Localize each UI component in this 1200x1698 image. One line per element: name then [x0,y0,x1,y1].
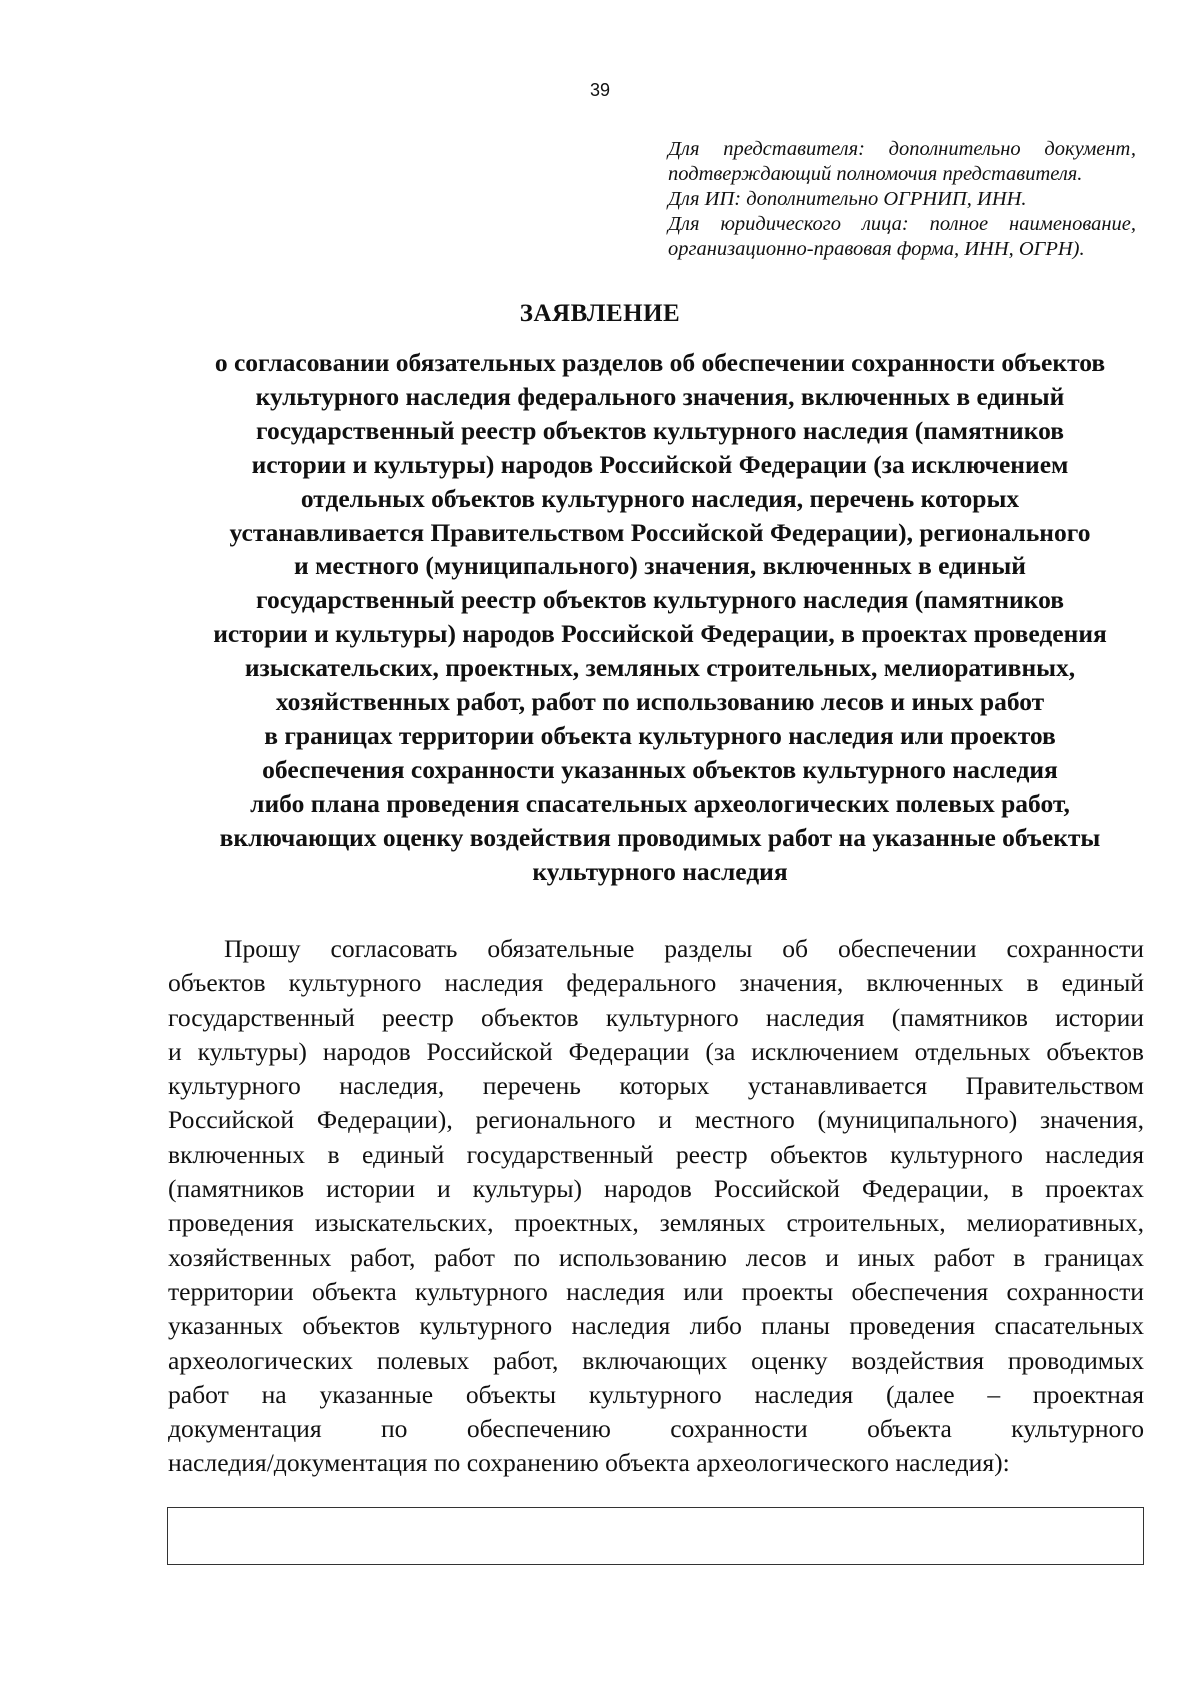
body-line: работ на указанные объекты культурного наследия (далее – проектная [168,1379,1144,1409]
note-line: Для представителя: дополнительно документ, [668,138,1136,160]
body-line: хозяйственных работ, работ по использованию лесов и иных работ в границах [168,1242,1144,1272]
note-line: Для юридического лица: полное наименование, [668,213,1136,235]
note-line: подтверждающий полномочия представителя. [668,163,1083,185]
representative-note [668,137,1136,262]
body-line: государственный реестр объектов культурного наследия (памятников истории [168,1002,1144,1032]
note-line: Для ИП: дополнительно ОГРНИП, ИНН. [668,188,1027,210]
body-line: документация по обеспечению сохранности объекта культурного [168,1414,1144,1444]
subtitle-line: обеспечения сохранности указанных объектов культурного наследия [262,754,1058,784]
document-title: ЗАЯВЛЕНИЕ [519,300,681,327]
subtitle-line: хозяйственных работ, работ по использованию лесов и иных работ [275,687,1045,717]
subtitle-line: истории и культуры) народов Российской Федерации, в проектах проведения [213,619,1107,649]
body-line: объектов культурного наследия федерального значения, включенных в единый [168,968,1144,998]
body-line: указанных объектов культурного наследия либо планы проведения спасательных [168,1311,1144,1341]
body-line: включенных в единый государственный реестр объектов культурного наследия [168,1139,1144,1169]
subtitle-line: о согласовании обязательных разделов об обеспечении сохранности объектов [214,348,1106,377]
subtitle-line: культурного наследия федерального значения, включенных в единый [255,381,1065,411]
subtitle-line: либо плана проведения спасательных археологических полевых работ, [250,788,1070,818]
subtitle-line: устанавливается Правительством Российской Федерации), регионального [229,517,1091,547]
application-body [168,932,1144,1481]
subtitle-line: включающих оценку воздействия проводимых работ на указанные объекты [219,822,1101,852]
subtitle-line: государственный реестр объектов культурного наследия (памятников [256,585,1064,615]
body-line: (памятников истории и культуры) народов Российской Федерации, в проектах [168,1174,1144,1204]
page-number: 39 [589,80,611,100]
subtitle-line: культурного наследия [532,856,788,886]
note-line: организационно-правовая форма, ИНН, ОГРН). [668,238,1085,260]
subtitle-line: отдельных объектов культурного наследия, перечень которых [300,483,1020,513]
body-line: проведения изыскательских, проектных, земляных строительных, мелиоративных, [168,1208,1144,1238]
body-line: Прошу согласовать обязательные разделы об обеспечении сохранности [224,934,1144,963]
body-line: Российской Федерации), регионального и местного (муниципального) значения, [168,1105,1144,1135]
subtitle-line: изыскательских, проектных, земляных строительных, мелиоративных, [244,653,1076,683]
answer-field-box[interactable] [167,1507,1144,1565]
subtitle-line: государственный реестр объектов культурного наследия (памятников [256,415,1064,445]
body-line: территории объекта культурного наследия или проекты обеспечения сохранности [168,1276,1144,1306]
body-line: наследия/документация по сохранению объекта археологического наследия): [168,1448,1010,1478]
document-subtitle [160,346,1160,889]
body-line: и культуры) народов Российской Федерации (за исключением отдельных объектов [168,1036,1144,1066]
body-line: археологических полевых работ, включающих оценку воздействия проводимых [168,1345,1144,1375]
subtitle-line: и местного (муниципального) значения, включенных в единый [294,551,1026,581]
subtitle-line: в границах территории объекта культурного наследия или проектов [264,720,1056,750]
body-line: культурного наследия, перечень которых устанавливается Правительством [168,1071,1144,1101]
subtitle-line: истории и культуры) народов Российской Федерации (за исключением [251,449,1069,479]
